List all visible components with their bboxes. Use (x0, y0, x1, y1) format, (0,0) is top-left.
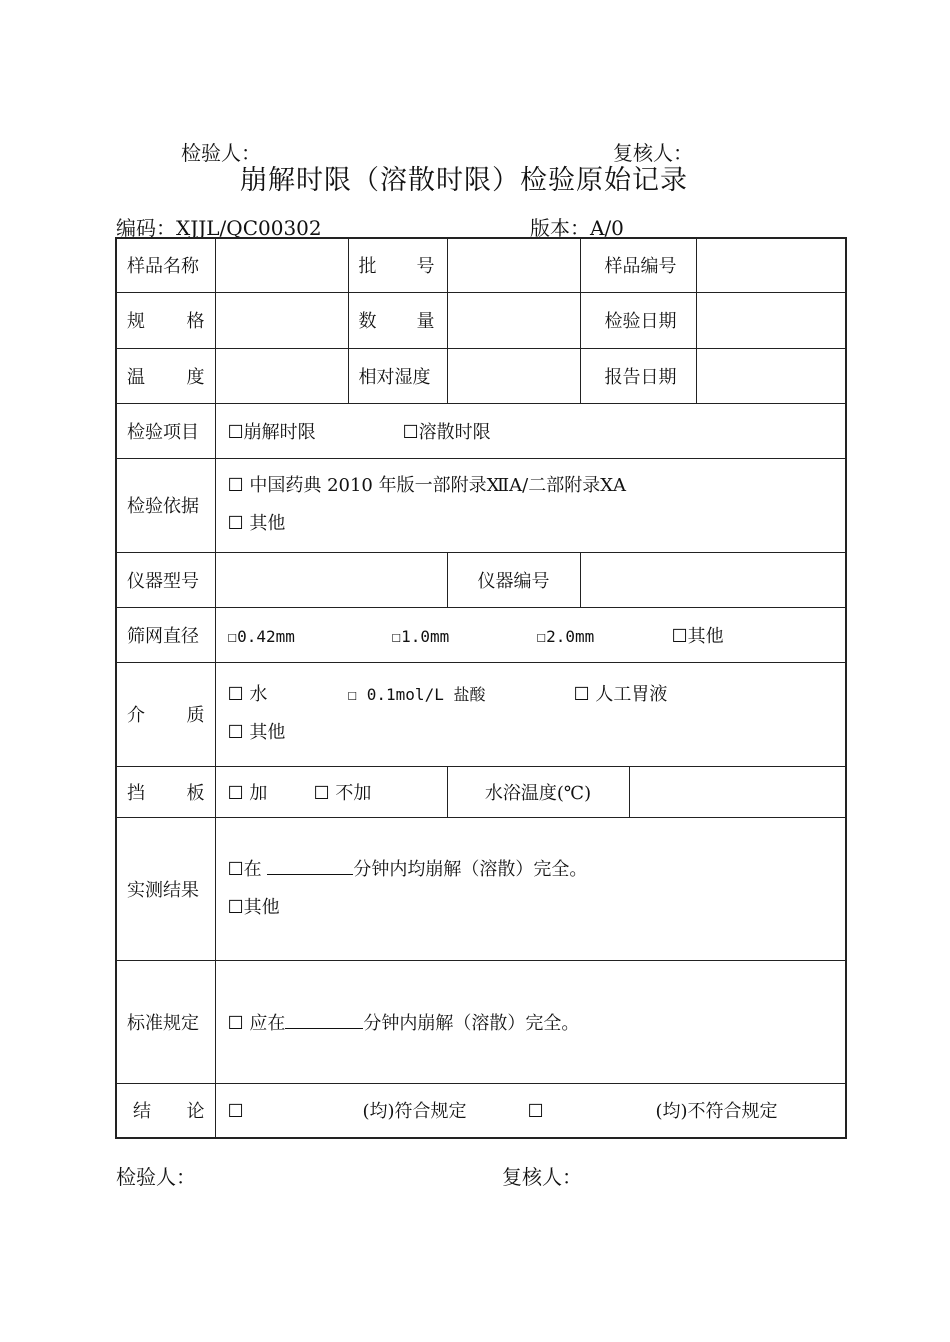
table-row (116, 403, 846, 458)
table-row (116, 238, 846, 292)
checkbox-mesh-20[interactable]: ☐2.0mm (536, 626, 595, 646)
medium-label: 介 质 (116, 662, 215, 766)
checkbox-mesh-other[interactable]: ☐其他 (671, 625, 724, 647)
report-date-label: 报告日期 (580, 348, 696, 403)
table-row (116, 1083, 846, 1138)
quantity-value[interactable] (447, 292, 580, 348)
table-row (116, 458, 846, 552)
checkbox-not-conforms[interactable]: ☐ (527, 1101, 544, 1123)
document-code: 编码：XJJL/QC00302 (116, 216, 322, 240)
report-date-value[interactable] (696, 348, 846, 403)
instrument-model-label: 仪器型号 (116, 552, 215, 607)
instrument-no-label: 仪器编号 (447, 552, 580, 607)
baffle-options (215, 766, 447, 817)
checkbox-mesh-10[interactable]: ☐1.0mm (391, 626, 450, 646)
mesh-options (215, 607, 846, 662)
document-version: 版本：A/0 (530, 216, 624, 240)
instrument-model-value[interactable] (215, 552, 447, 607)
quantity-label: 数 量 (348, 292, 447, 348)
checkbox-basis-other[interactable]: ☐ 其他 (227, 513, 286, 534)
page-title: 崩解时限（溶散时限）检验原始记录 (240, 165, 688, 196)
checkbox-hcl[interactable]: ☐ 0.1mol/L 盐酸 (347, 685, 486, 704)
checkbox-pharmacopoeia[interactable]: ☐ 中国药典 2010 年版一部附录ⅫA/二部附录ⅩA (227, 475, 627, 496)
footer-inspector-label: 检验人： (116, 1165, 196, 1189)
bath-temp-value[interactable] (629, 766, 846, 817)
table-row (116, 607, 846, 662)
table-row (116, 552, 846, 607)
test-item-options (215, 403, 846, 458)
batch-no-value[interactable] (447, 238, 580, 292)
checkbox-medium-other[interactable]: ☐ 其他 (227, 722, 286, 743)
top-inspector-label: 检验人： (181, 141, 261, 165)
standard-content (215, 960, 846, 1083)
checkbox-result-within[interactable]: ☐在 (227, 858, 268, 880)
humidity-label: 相对湿度 (348, 348, 447, 403)
medium-options (215, 662, 846, 766)
checkbox-water[interactable]: ☐ 水 (227, 684, 268, 705)
table-row (116, 348, 846, 403)
sample-name-value[interactable] (215, 238, 348, 292)
not-conforms-text: (均)不符合规定 (655, 1101, 778, 1123)
test-date-value[interactable] (696, 292, 846, 348)
footer-reviewer-label: 复核人： (502, 1165, 582, 1189)
result-label: 实测结果 (116, 817, 215, 960)
checkbox-dissolution[interactable]: ☐溶散时限 (402, 421, 491, 443)
sample-name-label: 样品名称 (116, 238, 215, 292)
sample-no-value[interactable] (696, 238, 846, 292)
table-row (116, 662, 846, 766)
table-row (116, 960, 846, 1083)
checkbox-gastric-fluid[interactable]: ☐ 人工胃液 (573, 684, 668, 705)
table-row (116, 292, 846, 348)
table-row (116, 817, 846, 960)
conclusion-label: 结 论 (116, 1083, 215, 1138)
batch-no-label: 批 号 (348, 238, 447, 292)
table-row (116, 766, 846, 817)
checkbox-baffle-add[interactable]: ☐ 加 (227, 782, 268, 804)
checkbox-disintegration[interactable]: ☐崩解时限 (227, 421, 316, 443)
bath-temp-label: 水浴温度(℃) (447, 766, 629, 817)
checkbox-conforms[interactable]: ☐ (227, 1101, 244, 1123)
basis-label: 检验依据 (116, 458, 215, 552)
standard-minutes-blank[interactable] (285, 1010, 363, 1029)
temperature-value[interactable] (215, 348, 348, 403)
basis-options (215, 458, 846, 552)
checkbox-standard[interactable]: ☐ 应在 (227, 1012, 286, 1034)
baffle-label: 挡 板 (116, 766, 215, 817)
mesh-label: 筛网直径 (116, 607, 215, 662)
checkbox-baffle-none[interactable]: ☐ 不加 (313, 782, 372, 804)
instrument-no-value[interactable] (580, 552, 846, 607)
temperature-label: 温 度 (116, 348, 215, 403)
humidity-value[interactable] (447, 348, 580, 403)
spec-label: 规 格 (116, 292, 215, 348)
conclusion-options (215, 1083, 846, 1138)
checkbox-mesh-042[interactable]: ☐0.42mm (227, 626, 295, 646)
sample-no-label: 样品编号 (580, 238, 696, 292)
top-reviewer-label: 复核人： (613, 141, 693, 165)
result-content (215, 817, 846, 960)
test-date-label: 检验日期 (580, 292, 696, 348)
conforms-text: (均)符合规定 (362, 1101, 467, 1123)
test-item-label: 检验项目 (116, 403, 215, 458)
standard-label: 标准规定 (116, 960, 215, 1083)
result-text: 分钟内均崩解（溶散）完全。 (353, 858, 588, 880)
result-minutes-blank[interactable] (267, 856, 353, 875)
record-form-table (115, 237, 847, 1139)
checkbox-result-other[interactable]: ☐其他 (227, 896, 280, 918)
standard-text: 分钟内崩解（溶散）完全。 (363, 1012, 580, 1034)
spec-value[interactable] (215, 292, 348, 348)
